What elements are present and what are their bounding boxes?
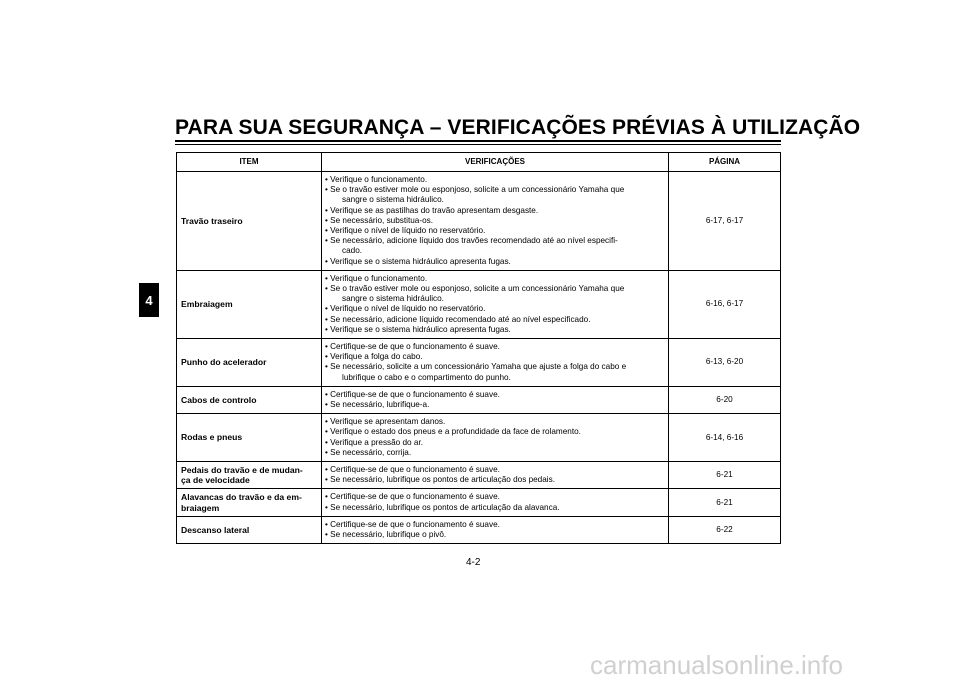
item-cell: Rodas e pneus (177, 414, 322, 462)
item-cell: Punho do acelerador (177, 339, 322, 387)
check-line: lubrifique o cabo e o compartimento do punho. (342, 372, 511, 382)
title-rule-thin (175, 144, 781, 145)
checks-cell (322, 516, 669, 543)
table-row (177, 172, 781, 271)
page-title: PARA SUA SEGURANÇA – VERIFICAÇÕES PRÉVIAS À UTILIZAÇÃO (175, 116, 861, 139)
check-line: • Verifique se o sistema hidráulico apresenta fugas. (325, 324, 511, 334)
item-cell: Pedais do travão e de mudan- ça de velocidade (177, 462, 322, 489)
pre-operation-checks-table (176, 152, 781, 544)
table-row (177, 489, 781, 516)
check-line: • Se necessário, substitua-os. (325, 215, 433, 225)
checks-cell (322, 339, 669, 387)
check-line: • Se necessário, lubrifique o pivô. (325, 530, 447, 540)
table-row (177, 339, 781, 387)
watermark: carmanualsonline.info (590, 650, 843, 680)
check-line: • Verifique o nível de líquido no reservatório. (325, 304, 486, 314)
check-line: • Verifique o funcionamento. (325, 273, 428, 283)
check-line: • Certifique-se de que o funcionamento é suave. (325, 519, 500, 529)
table-row (177, 516, 781, 543)
check-line: • Se necessário, adicione líquido dos travões recomendado até ao nível especifi- (325, 236, 618, 246)
page-cell: 6-17, 6-17 (669, 172, 781, 271)
check-line: • Verifique se apresentam danos. (325, 417, 446, 427)
table-row (177, 414, 781, 462)
checks-cell (322, 489, 669, 516)
checks-cell (322, 386, 669, 413)
page-cell: 6-13, 6-20 (669, 339, 781, 387)
check-line: sangre o sistema hidráulico. (342, 195, 444, 205)
check-line: cado. (342, 246, 363, 256)
checks-cell (322, 462, 669, 489)
item-cell: Alavancas do travão e da em- braiagem (177, 489, 322, 516)
check-line: • Verifique se as pastilhas do travão apresentam desgaste. (325, 205, 539, 215)
page-number: 4-2 (466, 557, 481, 568)
check-line: • Verifique o estado dos pneus e a profundidade da face de rolamento. (325, 427, 581, 437)
check-line: • Verifique a folga do cabo. (325, 352, 423, 362)
header-checks: VERIFICAÇÕES (322, 153, 669, 172)
check-line: • Verifique a pressão do ar. (325, 437, 423, 447)
table-row (177, 386, 781, 413)
item-cell: Embraiagem (177, 270, 322, 338)
table-row (177, 270, 781, 338)
page-cell: 6-21 (669, 489, 781, 516)
check-line: • Se necessário, adicione líquido recomendado até ao nível especificado. (325, 314, 591, 324)
check-line: • Certifique-se de que o funcionamento é suave. (325, 389, 500, 399)
check-line: • Verifique se o sistema hidráulico apresenta fugas. (325, 256, 511, 266)
check-line: • Verifique o nível de líquido no reservatório. (325, 226, 486, 236)
check-line: • Se necessário, corrija. (325, 447, 412, 457)
check-line: • Certifique-se de que o funcionamento é suave. (325, 342, 500, 352)
check-line: • Se necessário, lubrifique os pontos de articulação dos pedais. (325, 475, 555, 485)
check-line: • Se o travão estiver mole ou esponjoso, solicite a um concessionário Yamaha que (325, 185, 625, 195)
check-line: • Se necessário, lubrifique-a. (325, 400, 430, 410)
checks-cell (322, 414, 669, 462)
check-line: • Se o travão estiver mole ou esponjoso, solicite a um concessionário Yamaha que (325, 284, 625, 294)
check-line: • Certifique-se de que o funcionamento é suave. (325, 492, 500, 502)
item-cell: Cabos de controlo (177, 386, 322, 413)
check-line: sangre o sistema hidráulico. (342, 294, 444, 304)
table-row (177, 462, 781, 489)
table-header-row (177, 153, 781, 172)
page-cell: 6-21 (669, 462, 781, 489)
chapter-tab: 4 (139, 283, 159, 317)
page-cell: 6-14, 6-16 (669, 414, 781, 462)
check-line: • Verifique o funcionamento. (325, 175, 428, 184)
check-line: • Certifique-se de que o funcionamento é suave. (325, 465, 500, 475)
checks-cell (322, 270, 669, 338)
item-cell: Travão traseiro (177, 172, 322, 271)
header-item: ITEM (177, 153, 322, 172)
check-line: • Se necessário, lubrifique os pontos de articulação da alavanca. (325, 502, 560, 512)
checks-cell (322, 172, 669, 271)
page-cell: 6-22 (669, 516, 781, 543)
item-cell: Descanso lateral (177, 516, 322, 543)
header-page: PÁGINA (669, 153, 781, 172)
page-cell: 6-20 (669, 386, 781, 413)
page-cell: 6-16, 6-17 (669, 270, 781, 338)
check-line: • Se necessário, solicite a um concessionário Yamaha que ajuste a folga do cabo e (325, 362, 627, 372)
title-rule-thick (175, 140, 781, 142)
